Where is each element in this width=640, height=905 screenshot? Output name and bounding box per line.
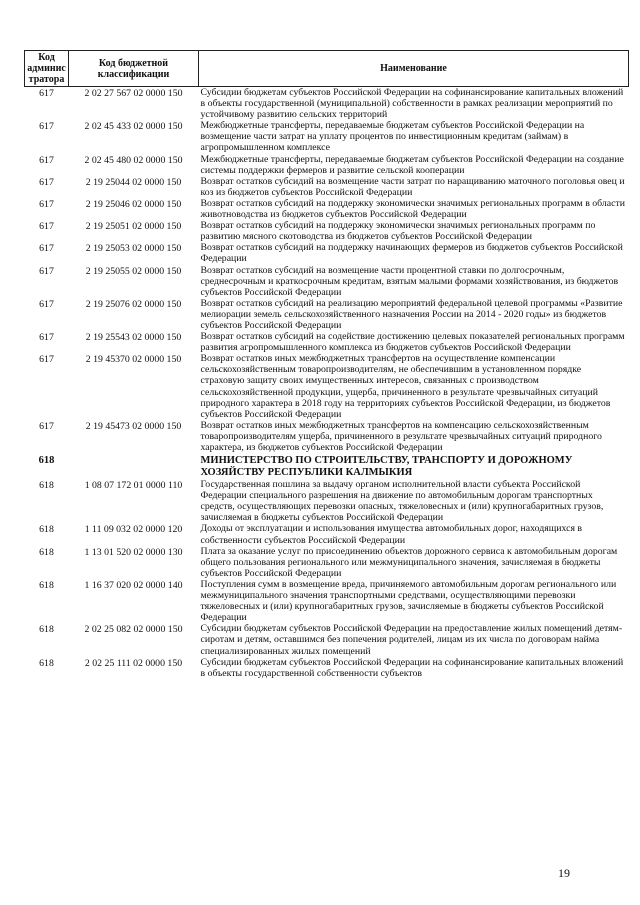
budget-code-cell: 2 02 25 111 02 0000 150 — [84, 657, 183, 669]
name-cell: Возврат остатков субсидий на поддержку экономически значимых региональных программ по развитию мясного скотоводства из бюджетов субъектов Российской Федерации — [200, 220, 596, 243]
table-row — [25, 657, 629, 679]
name-cell: Межбюджетные трансферты, передаваемые бюджетам субъектов Российской Федерации на создание системы поддержки фермеров и развитие сельской кооперации — [200, 153, 624, 176]
budget-code-cell: 2 19 25055 02 0000 150 — [85, 265, 182, 277]
budget-code-cell: 2 19 45370 02 0000 150 — [85, 354, 182, 366]
table-row — [25, 298, 629, 331]
table-row — [25, 331, 629, 353]
admin-code-cell: 617 — [39, 154, 54, 166]
budget-code-cell: 1 13 01 520 02 0000 130 — [84, 546, 183, 558]
budget-code-cell: 2 19 25051 02 0000 150 — [85, 221, 182, 233]
name-cell: Возврат остатков субсидий на содействие достижению целевых показателей региональных программ развития агропромышленного комплекса из бюджетов субъектов Российской Федерации — [200, 331, 625, 354]
admin-code-cell: 617 — [39, 221, 54, 233]
admin-code-cell: 617 — [39, 88, 54, 99]
table-row — [25, 154, 629, 176]
name-cell: Субсидии бюджетам субъектов Российской Федерации на софинансирование капитальных вложений в объекты государственной собственности субъектов — [200, 656, 624, 679]
name-cell: Возврат остатков субсидий на реализацию мероприятий федеральной целевой программы «Развитие мелиорации земель сельскохозяйственного назначения России на 2014 - 2020 годы» из бюджетов субъектов Российской Федерации — [200, 297, 623, 331]
name-cell: Государственная пошлина за выдачу органом исполнительной власти субъекта Российской Федерации специального разрешения на движение по автомобильным дорогам транспортных средств, осуществляющих перевозки опасных, тяжеловесных и (или) крупногабаритных грузов, зачисляемая в бюджеты субъектов Российской Федерации — [200, 479, 604, 524]
admin-code-cell: 617 — [39, 354, 54, 366]
table-header-row — [25, 51, 629, 87]
table-row — [25, 242, 629, 264]
budget-code-cell: 1 08 07 172 01 0000 110 — [84, 480, 183, 492]
document-page — [24, 50, 628, 679]
table-row — [25, 523, 629, 545]
admin-code-cell: 618 — [39, 657, 54, 669]
name-cell: Возврат остатков иных межбюджетных трансфертов на компенсацию сельскохозяйственным товаропроизводителям ущерба, причиненного в результате чрезвычайных ситуаций природного характера, из бюджетов субъектов Российской Федерации — [200, 419, 602, 453]
budget-code-cell: 2 19 45473 02 0000 150 — [85, 420, 182, 432]
table-row — [25, 453, 629, 479]
table-row — [25, 198, 629, 220]
header-budget-code: Код бюджетной классификации — [69, 51, 199, 87]
admin-code-cell: 618 — [39, 524, 54, 536]
budget-code-cell: 1 16 37 020 02 0000 140 — [84, 579, 183, 591]
budget-code-cell: 2 02 27 567 02 0000 150 — [84, 88, 183, 99]
budget-code-cell — [69, 453, 199, 479]
admin-code-cell: 617 — [39, 420, 54, 432]
name-cell: Межбюджетные трансферты, передаваемые бюджетам субъектов Российской Федерации на возмещение части затрат на уплату процентов по инвестиционным кредитам (займам) в агропромышленном комплексе — [200, 120, 585, 154]
admin-code-cell: 618 — [38, 455, 55, 467]
admin-code-cell: 617 — [39, 332, 54, 344]
name-cell: Возврат остатков иных межбюджетных трансфертов на осуществление компенсации сельскохозяйственным товаропроизводителям, не обеспечившим в установленном порядке страховую защиту своих имущественных интересов, связанных с производством сельскохозяйственной продукции, ущерба, причиненного в результате чрезвычайных ситуаций природного характера в 2018 году на территориях субъектов Российской Федерации, из бюджетов субъектов Российской Федерации — [200, 353, 611, 420]
budget-code-cell: 2 19 25543 02 0000 150 — [85, 332, 182, 344]
admin-code-cell: 618 — [39, 480, 54, 492]
admin-code-cell: 617 — [39, 176, 54, 188]
name-cell: Возврат остатков субсидий на поддержку экономически значимых региональных программ в области животноводства из бюджетов субъектов Российской Федерации — [200, 197, 626, 221]
admin-code-cell: 618 — [39, 579, 54, 591]
header-admin-code: Код админис тратора — [25, 51, 69, 87]
name-cell: Плата за оказание услуг по присоединению объектов дорожного сервиса к автомобильным дорогам общего пользования регионального или межмуниципального значения, зачисляемая в бюджеты субъектов Российской Федерации — [200, 545, 618, 579]
table-row — [25, 176, 629, 198]
table-row — [25, 120, 629, 153]
name-cell: Доходы от эксплуатации и использования имущества автомобильных дорог, находящихся в собственности субъектов Российской Федерации — [200, 523, 583, 546]
table-row — [25, 220, 629, 242]
budget-code-cell: 2 02 25 082 02 0000 150 — [84, 624, 183, 636]
name-cell: МИНИСТЕРСТВО ПО СТРОИТЕЛЬСТВУ, ТРАНСПОРТУ И ДОРОЖНОМУ ХОЗЯЙСТВУ РЕСПУБЛИКИ КАЛМЫКИЯ — [200, 455, 573, 479]
table-row — [25, 87, 629, 121]
budget-code-cell: 2 02 45 433 02 0000 150 — [84, 121, 183, 133]
admin-code-cell: 617 — [39, 198, 54, 210]
table-row — [25, 546, 629, 579]
admin-code-cell: 618 — [39, 624, 54, 636]
name-cell: Субсидии бюджетам субъектов Российской Федерации на софинансирование капитальных вложений в объекты государственной (муниципальной) собственности в рамках реализации мероприятий по устойчивому развитию сельских территорий — [200, 87, 624, 121]
admin-code-cell: 617 — [39, 243, 54, 255]
name-cell: Субсидии бюджетам субъектов Российской Федерации на предоставление жилых помещений детям-сиротам и детям, оставшимся без попечения родителей, лицам из их числа по договорам найма специализированных жилых помещений — [200, 623, 623, 657]
name-cell: Возврат остатков субсидий на возмещение части процентной ставки по долгосрочным, среднесрочным и краткосрочным кредитам, взятым малыми формами хозяйствования, из бюджетов субъектов Российской Федерации — [200, 264, 619, 298]
table-row — [25, 623, 629, 656]
admin-code-cell: 618 — [39, 546, 54, 558]
budget-code-cell: 2 19 25044 02 0000 150 — [85, 176, 182, 188]
table-row — [25, 265, 629, 298]
budget-code-cell: 2 19 25076 02 0000 150 — [85, 298, 182, 310]
budget-code-cell: 2 19 25046 02 0000 150 — [85, 198, 182, 210]
page-number: 19 — [558, 866, 570, 880]
table-body — [25, 87, 629, 679]
budget-code-cell: 2 02 45 480 02 0000 150 — [84, 154, 183, 166]
table-row — [25, 479, 629, 523]
budget-code-cell: 1 11 09 032 02 0000 120 — [84, 524, 183, 536]
name-cell: Возврат остатков субсидий на возмещение части затрат по наращиванию маточного поголовья овец и коз из бюджетов субъектов Российской Федерации — [200, 175, 625, 198]
admin-code-cell: 617 — [39, 298, 54, 310]
table-row — [25, 579, 629, 623]
table-row — [25, 420, 629, 453]
table-row — [25, 353, 629, 420]
budget-classification-table — [24, 50, 629, 679]
admin-code-cell: 617 — [39, 121, 54, 133]
header-name: Наименование — [199, 51, 629, 87]
admin-code-cell: 617 — [39, 265, 54, 277]
name-cell: Возврат остатков субсидий на поддержку начинающих фермеров из бюджетов субъектов Российской Федерации — [200, 242, 623, 265]
name-cell: Поступления сумм в возмещение вреда, причиняемого автомобильным дорогам регионального или межмуниципального значения транспортными средствами, осуществляющими перевозки тяжеловесных и (или) крупногабаритных грузов, зачисляемые в бюджеты субъектов Российской Федерации — [200, 578, 617, 624]
budget-code-cell: 2 19 25053 02 0000 150 — [85, 243, 182, 255]
